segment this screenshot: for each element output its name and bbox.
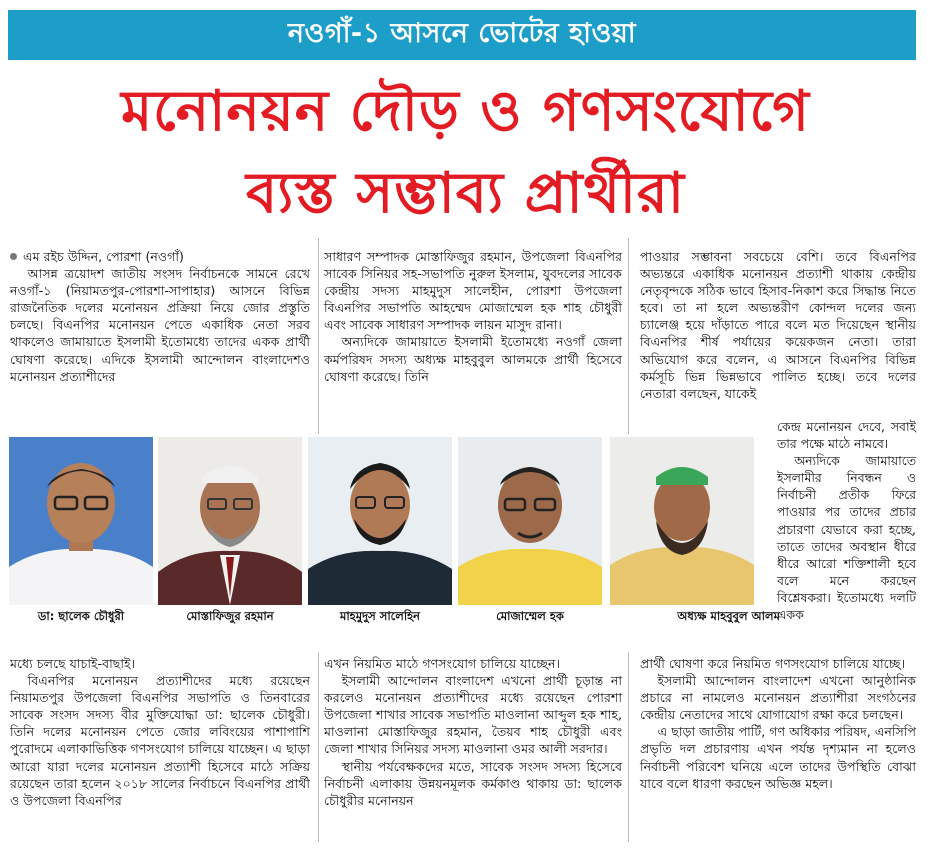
article-column-3-bottom bbox=[640, 655, 916, 792]
photo-caption: মোস্তাফিজুর রহমান bbox=[186, 609, 274, 623]
photo-caption: অধ্যক্ষ মাহবুবুল আলম bbox=[677, 609, 780, 623]
paragraph: এখন নিয়মিত মাঠে গণসংযোগ চালিয়ে যাচ্ছেন। bbox=[324, 656, 561, 671]
person-portrait-icon bbox=[610, 437, 754, 605]
paragraph: প্রার্থী ঘোষণা করে নিয়মিত গণসংযোগ চালিয়ে যাচ্ছে। bbox=[640, 656, 906, 671]
portrait-photo-4 bbox=[458, 437, 602, 605]
byline bbox=[10, 248, 310, 265]
article-column-3-top bbox=[640, 248, 916, 402]
person-portrait-icon bbox=[308, 437, 452, 605]
article-column-2-top bbox=[324, 248, 622, 385]
paragraph: পাওয়ার সম্ভাবনা সবচেয়ে বেশি। তবে বিএনপির অভ্যন্তরে একাধিক মনোনয়ন প্রত্যাশী থাকায় কেন্দ্রীয় নেতৃবৃন্দকে সঠিক ভাবে হিসাব-নিকাশ করে সিদ্ধান্ত নিতে হবে। তা না হলে অভ্যন্তরীণ কোন্দল দলের জন্য চ্যালেঞ্জ হয়ে দাঁড়াতে পারে বলে মত দিয়েছেন স্থানীয় বিএনপির শীর্ষ পর্যায়ের কয়েকজন নেতা। তারা অভিযোগ করে বলেন, এ আসনে বিএনপির বিভিন্ন কর্মসূচি ভিন্ন ভিন্নভাবে পালিত হচ্ছে। তবে দলের নেতারা বলছেন, যাকেই bbox=[640, 249, 916, 401]
byline-text: এম রইচ উদ্দিন, পোরশা (নওগাঁ) bbox=[23, 249, 184, 264]
photo-caption: মোজাম্মেল হক bbox=[496, 609, 564, 623]
paragraph: অন্যদিকে জামায়াতে ইসলামীর নিবন্ধন ও নির্বাচনী প্রতীক ফিরে পাওয়ার পর তাদের প্রচার প্রচারণা যেভাবে করা হচ্ছে, তাতে তাদের অবস্থান ধীরে ধীরে আরো শক্তিশালী হবে বলে মনে করছেন বিশ্লেষকরা। ইতোমধ্যে দলটি একক bbox=[777, 453, 916, 623]
column-divider bbox=[318, 652, 319, 842]
paragraph: এ ছাড়া জাতীয় পার্টি, গণ অধিকার পরিষদ, এনসিপি প্রভৃতি দল প্রচারণায় এখন পর্যন্ত দৃশ্যমান না হলেও নির্বাচনী পরিবেশ ঘনিয়ে এলে তাদের উপস্থিতি বোঝা যাবে বলে ধারণা করছেন অভিজ্ঞ মহল। bbox=[640, 724, 916, 791]
paragraph: সাধারণ সম্পাদক মোস্তাফিজুর রহমান, উপজেলা বিএনপির সাবেক সিনিয়র সহ-সভাপতি নুরুল ইসলাম, যুবদলের সাবেক কেন্দ্রীয় সদস্য মাহমুদুস সালেহীন, পোরশা উপজেলা বিএনপির সভাপতি আহম্মেদ মোজাম্মেল হক শাহ চৌধুরী এবং সাবেক সাধারণ সম্পাদক লায়ন মাসুদ রানা। bbox=[324, 249, 622, 333]
paragraph: মধ্যে চলছে যাচাই-বাছাই। bbox=[10, 656, 136, 671]
headline-line-1: মনোনয়ন দৌড় ও গণসংযোগে bbox=[121, 79, 810, 144]
article-column-3-narrow bbox=[777, 418, 916, 623]
portrait-photo-1 bbox=[9, 437, 153, 605]
column-divider bbox=[628, 652, 629, 842]
portrait-photo-2 bbox=[158, 437, 302, 605]
photo-caption: ডা: ছালেক চৌধুরী bbox=[37, 609, 125, 623]
column-divider bbox=[628, 238, 629, 434]
paragraph: ইসলামী আন্দোলন বাংলাদেশ এখনো প্রার্থী চূড়ান্ত না করলেও মনোনয়ন প্রত্যাশীদের মধ্যে রয়েছেন পোরশা উপজেলা শাখার সাবেক সভাপতি মাওলানা আব্দুল হক শাহ, মাওলানা মোস্তাফিজুর রহমান, তৈয়ব শাহ চৌধুরী এবং জেলা শাখার সিনিয়র সদস্য মাওলানা ওমর আলী সরদার। bbox=[324, 673, 622, 757]
headline-line-2: ব্যস্ত সম্ভাব্য প্রার্থীরা bbox=[246, 161, 685, 226]
person-portrait-icon bbox=[158, 437, 302, 605]
paragraph: আসন্ন ত্রয়োদশ জাতীয় সংসদ নির্বাচনকে সামনে রেখে নওগাঁ-১ (নিয়ামতপুর-পোরশা-সাপাহার) আসনে বিভিন্ন রাজনৈতিক দলের মনোনয়ন প্রক্রিয়া নিয়ে জোর প্রস্তুতি চলছে। বিএনপির মনোনয়ন পেতে একাধিক নেতা সরব থাকলেও জামায়াতে ইসলামী ইতোমধ্যে তাদের একক প্রার্থী ঘোষণা করেছে। এদিকে ইসলামী আন্দোলন বাংলাদেশও মনোনয়ন প্রত্যাশীদের bbox=[10, 266, 310, 384]
bullet-icon bbox=[10, 253, 17, 260]
paragraph: বিএনপির মনোনয়ন প্রত্যাশীদের মধ্যে রয়েছেন নিয়ামতপুর উপজেলা বিএনপির সভাপতি ও তিনবারের সাবেক সংসদ সদস্য বীর মুক্তিযোদ্ধা ডা: ছালেক চৌধুরী। তিনি দলের মনোনয়ন পেতে জোর লবিংয়ের পাশাপাশি পুরোদমে এলাকাভিত্তিক গণসংযোগ চালিয়ে যাচ্ছেন। এ ছাড়া আরো যারা দলের মনোনয়ন প্রত্যাশী হিসেবে মাঠে সক্রিয় রয়েছেন তারা হলেন ২০১৮ সালের নির্বাচনে বিএনপির প্রার্থী ও উপজেলা বিএনপির bbox=[10, 673, 310, 808]
paragraph: ইসলামী আন্দোলন বাংলাদেশ এখনো আনুষ্ঠানিক প্রচারে না নামলেও মনোনয়ন প্রত্যাশীরা সংগঠনের কেন্দ্রীয় নেতাদের সাথে যোগাযোগ রক্ষা করে চলছেন। bbox=[640, 673, 916, 723]
section-banner: নওগাঁ-১ আসনে ভোটের হাওয়া bbox=[8, 10, 916, 60]
person-portrait-icon bbox=[9, 437, 153, 605]
paragraph: অন্যদিকে জামায়াতে ইসলামী ইতোমধ্যে নওগাঁ জেলা কর্মপরিষদ সদস্য অধ্যক্ষ মাহবুবুল আলমকে প্রার্থী হিসেবে ঘোষণা করেছে। তিনি bbox=[324, 334, 622, 384]
paragraph: কেন্দ্র মনোনয়ন দেবে, সবাই তার পক্ষে মাঠে নামবে। bbox=[777, 419, 916, 452]
column-divider bbox=[318, 238, 319, 434]
portrait-photo-5 bbox=[610, 437, 754, 605]
article-column-2-bottom bbox=[324, 655, 622, 809]
article-column-1-bottom bbox=[10, 655, 310, 809]
photo-caption: মাহমুদুস সালেহিন bbox=[339, 609, 421, 623]
person-portrait-icon bbox=[458, 437, 602, 605]
article-column-1-top bbox=[10, 248, 310, 385]
portrait-photo-3 bbox=[308, 437, 452, 605]
paragraph: স্থানীয় পর্যবেক্ষকদের মতে, সাবেক সংসদ সদস্য হিসেবে নির্বাচনী এলাকায় উন্নয়নমূলক কর্মকাণ্ড থাকায় ডা: ছালেক চৌধুরীর মনোনয়ন bbox=[324, 758, 622, 808]
